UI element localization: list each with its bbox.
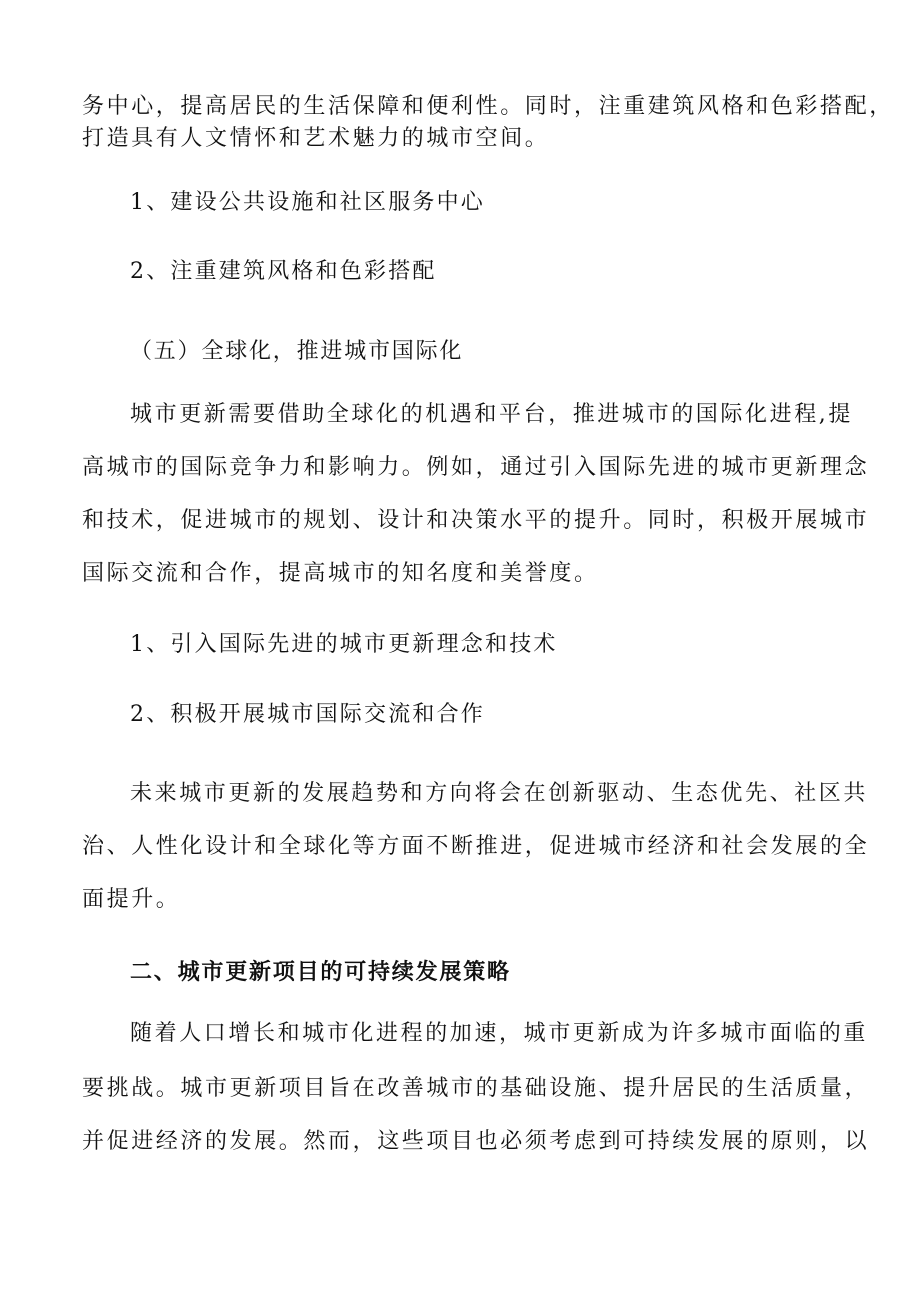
summary-paragraph-line-2: 治、人性化设计和全球化等方面不断推进，促进城市经济和社会发展的全 [82, 834, 870, 859]
intro-paragraph-line-1: 务中心，提高居民的生活保障和便利性。同时，注重建筑风格和色彩搭配， [82, 94, 894, 119]
section-five-paragraph-line-1: 城市更新需要借助全球化的机遇和平台，推进城市的国际化进程,提 [130, 402, 853, 427]
section-five-paragraph-line-2: 高城市的国际竞争力和影响力。例如，通过引入国际先进的城市更新理念 [82, 455, 870, 480]
list-item-public-facilities: 1、建设公共设施和社区服务中心 [130, 190, 485, 215]
list-item-architecture-style: 2、注重建筑风格和色彩搭配 [130, 259, 437, 284]
section-two-paragraph-line-1: 随着人口增长和城市化进程的加速，城市更新成为许多城市面临的重 [130, 1021, 869, 1046]
section-two-paragraph-line-3: 并促进经济的发展。然而，这些项目也必须考虑到可持续发展的原则，以 [82, 1129, 870, 1154]
summary-paragraph-line-3: 面提升。 [82, 887, 181, 912]
section-two-heading: 二、城市更新项目的可持续发展策略 [130, 959, 511, 985]
list-item-international-concepts: 1、引入国际先进的城市更新理念和技术 [130, 632, 558, 657]
section-five-heading: （五）全球化，推进城市国际化 [130, 339, 464, 364]
summary-paragraph-line-1: 未来城市更新的发展趋势和方向将会在创新驱动、生态优先、社区共 [130, 781, 869, 806]
intro-paragraph-line-2: 打造具有人文情怀和艺术魅力的城市空间。 [82, 126, 550, 151]
section-five-paragraph-line-4: 国际交流和合作，提高城市的知名度和美誉度。 [82, 561, 599, 586]
section-five-paragraph-line-3: 和技术，促进城市的规划、设计和决策水平的提升。同时，积极开展城市 [82, 508, 870, 533]
list-item-international-exchange: 2、积极开展城市国际交流和合作 [130, 702, 485, 727]
section-two-paragraph-line-2: 要挑战。城市更新项目旨在改善城市的基础设施、提升居民的生活质量， [82, 1076, 870, 1101]
